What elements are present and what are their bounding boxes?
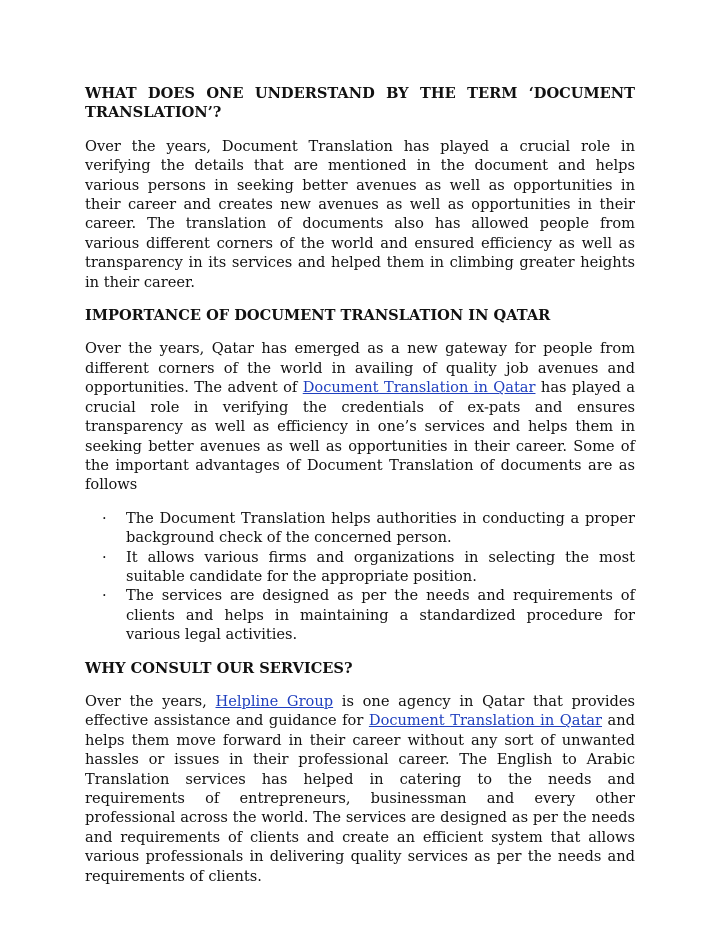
- bullet-icon: ·: [102, 509, 107, 527]
- paragraph-why-consult-text-3: and helps them move forward in their career without any sort of unwanted hassles or issues in their professional career. The English to Arabic Translation services has helped in catering to the needs and requirements of entrepreneurs, businessman and every other professional across the world. The services are designed as per the needs and requirements of clients and create an efficient system that allows various professionals in delivering quality services as per the needs and requirements of clients.: [85, 712, 635, 885]
- bullet-icon: ·: [102, 548, 107, 566]
- list-item: [102, 509, 635, 548]
- link-helpline-group[interactable]: Helpline Group: [215, 692, 334, 710]
- list-item-text: The Document Translation helps authorities in conducting a proper background check of the concerned person.: [126, 509, 635, 547]
- paragraph-importance-text-1: Over the years, Qatar has emerged as a new gateway for people from different corners of the world in availing of quality job avenues and opportunities. The advent of: [85, 340, 635, 397]
- document-page: [85, 84, 635, 886]
- advantages-list: [85, 509, 635, 645]
- paragraph-importance-text-2: has played a crucial role in verifying the credentials of ex-pats and ensures transparency as well as efficiency in one’s services and helps them in seeking better avenues as well as opportunities in their career. Some of the important advantages of Document Translation of documents are as follows: [85, 379, 636, 494]
- paragraph-importance: [85, 339, 635, 494]
- heading-why-consult: WHY CONSULT OUR SERVICES?: [85, 659, 353, 677]
- list-item: [102, 548, 635, 587]
- bullet-icon: ·: [102, 587, 107, 605]
- list-item-text: It allows various firms and organizations in selecting the most suitable candidate for the appropriate position.: [126, 548, 635, 585]
- heading-importance: IMPORTANCE OF DOCUMENT TRANSLATION IN QATAR: [85, 307, 551, 325]
- list-item-text: The services are designed as per the needs and requirements of clients and helps in maintaining a standardized procedure for various legal activities.: [126, 587, 635, 644]
- heading-document-translation: WHAT DOES ONE UNDERSTAND BY THE TERM ‘DOCUMENT TRANSLATION’?: [85, 85, 635, 122]
- paragraph-why-consult-text-1: Over the years,: [85, 692, 216, 710]
- link-document-translation-qatar-2[interactable]: Document Translation in Qatar: [368, 712, 602, 730]
- paragraph-why-consult: [85, 692, 635, 886]
- link-document-translation-qatar-1[interactable]: Document Translation in Qatar: [302, 379, 536, 397]
- paragraph-document-translation: Over the years, Document Translation has played a crucial role in verifying the details that are mentioned in the document and helps various persons in seeking better avenues as well as opportunities in their career and creates new avenues as well as opportunities in their career. The translation of documents also has allowed people from various different corners of the world and ensured efficiency as well as transparency in its services and helped them in climbing greater heights in their career.: [85, 137, 635, 291]
- paragraph-why-consult-text-2: is one agency in Qatar that provides effective assistance and guidance for: [85, 692, 635, 730]
- list-item: [102, 586, 635, 644]
